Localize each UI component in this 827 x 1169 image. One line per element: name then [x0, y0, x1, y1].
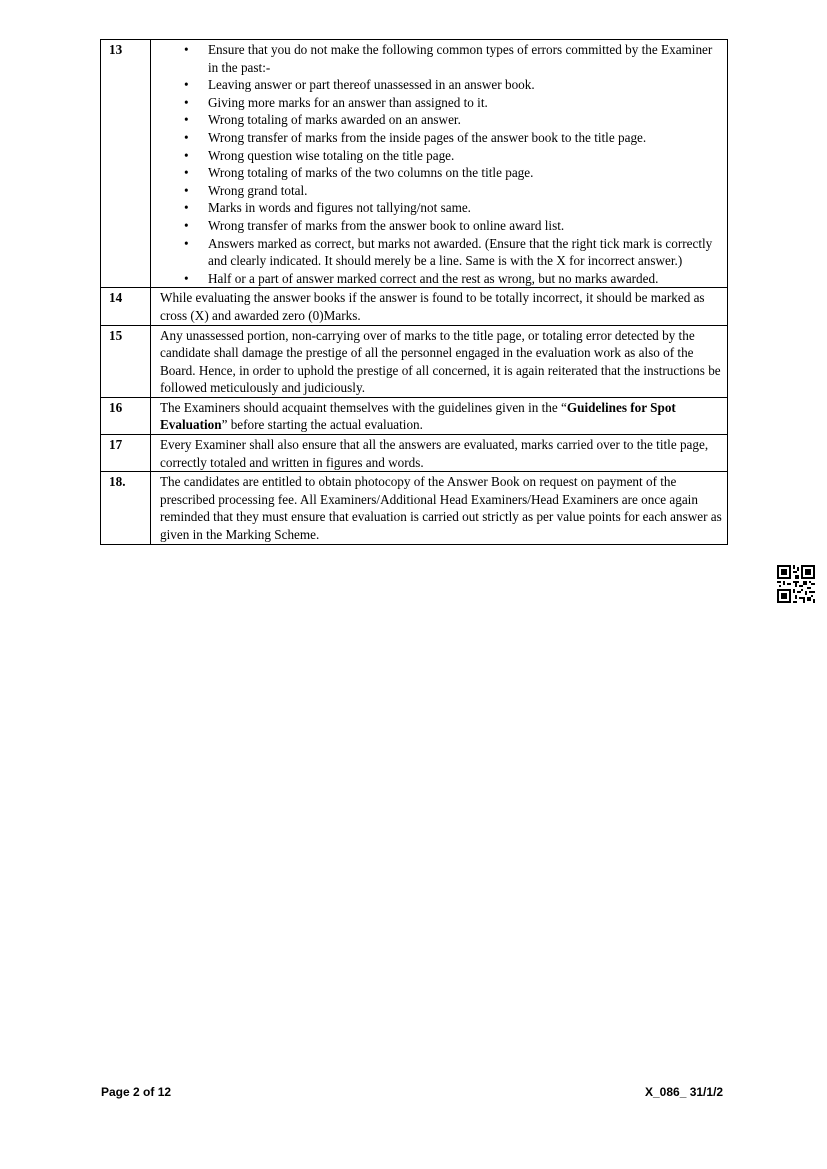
row-text: While evaluating the answer books if the answer is found to be totally incorrect, it should be marked as cross (X) and awarded zero (0)Marks. [151, 288, 728, 325]
instructions-table [100, 39, 728, 545]
table-row [101, 325, 728, 397]
row-number: 14 [101, 288, 151, 325]
guidelines-title: Guidelines for Spot Evaluation [160, 399, 676, 433]
row-text-after: ” before starting the actual evaluation. [221, 417, 423, 433]
row-number: 13 [101, 40, 151, 288]
list-item: • Ensure that you do not make the following common types of errors committed by the Examiner in the past:- [208, 41, 723, 76]
row-text: The candidates are entitled to obtain photocopy of the Answer Book on request on payment of the prescribed processing fee. All Examiners/Additional Head Examiners/Head Examiners are once again reminded that they must ensure that evaluation is carried out strictly as per value points for each answer as given in the Marking Scheme. [151, 472, 728, 544]
document-code: X_086_ 31/1/2 [645, 1085, 724, 1099]
page-mid: of [139, 1085, 158, 1099]
table-row [101, 397, 728, 434]
table-row [101, 435, 728, 472]
list-item: • Marks in words and figures not tallying/not same. [208, 199, 723, 217]
list-item: • Half or a part of answer marked correct and the rest as wrong, but no marks awarded. [208, 270, 723, 288]
qr-code-icon [777, 565, 815, 603]
list-item: • Answers marked as correct, but marks not awarded. (Ensure that the right tick mark is correctly and clearly indicated. It should merely be a line. Same is with the X for incorrect answer.) [208, 235, 723, 270]
table-row [101, 288, 728, 325]
list-item: • Wrong transfer of marks from the inside pages of the answer book to the title page. [208, 129, 723, 147]
list-item: • Wrong grand total. [208, 182, 723, 200]
list-item: • Wrong transfer of marks from the answer book to online award list. [208, 217, 723, 235]
row-text-before: The Examiners should acquaint themselves with the guidelines given in the “ [160, 399, 567, 415]
list-item: • Wrong totaling of marks awarded on an answer. [208, 111, 723, 129]
page-number [101, 1085, 171, 1099]
page-prefix: Page [101, 1085, 134, 1099]
row-content [151, 40, 728, 288]
table-row [101, 40, 728, 288]
page-current: 2 [133, 1085, 140, 1099]
list-item: • Giving more marks for an answer than assigned to it. [208, 94, 723, 112]
row-number: 16 [101, 397, 151, 434]
page-total: 12 [157, 1085, 172, 1099]
list-item: • Leaving answer or part thereof unassessed in an answer book. [208, 76, 723, 94]
table-row [101, 472, 728, 544]
row-number: 17 [101, 435, 151, 472]
list-item: • Wrong question wise totaling on the title page. [208, 147, 723, 165]
bullet-list [160, 41, 723, 287]
row-text: Any unassessed portion, non-carrying over of marks to the title page, or totaling error detected by the candidate shall damage the prestige of all the personnel engaged in the evaluation work as also of the Board. Hence, in order to uphold the prestige of all concerned, it is again reiterated that the instructions be followed meticulously and judiciously. [151, 325, 728, 397]
row-number: 15 [101, 325, 151, 397]
row-text [151, 397, 728, 434]
row-number: 18. [101, 472, 151, 544]
row-text: Every Examiner shall also ensure that all the answers are evaluated, marks carried over to the title page, correctly totaled and written in figures and words. [151, 435, 728, 472]
list-item: • Wrong totaling of marks of the two columns on the title page. [208, 164, 723, 182]
